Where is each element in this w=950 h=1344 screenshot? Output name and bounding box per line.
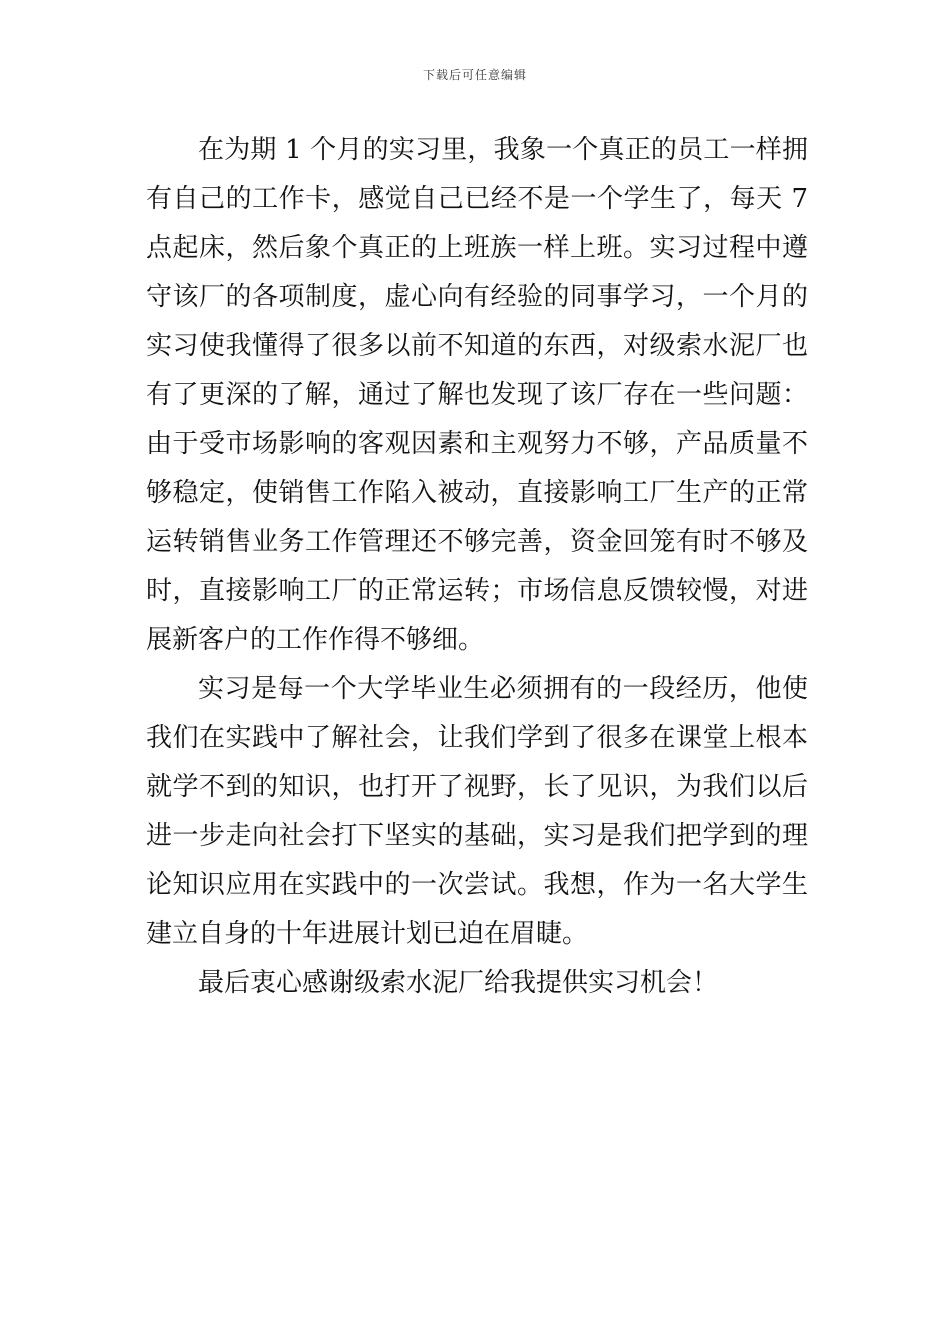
paragraph-3: 最后衷心感谢级索水泥厂给我提供实习机会！ bbox=[198, 968, 719, 998]
document-body bbox=[146, 126, 808, 1008]
page-header: 下载后可任意编辑 bbox=[422, 68, 527, 82]
paragraph-1: 在为期 1 个月的实习里，我象一个真正的员工一样拥有自己的工作卡，感觉自己已经不是一个学生了，每天 7 点起床，然后象个真正的上班族一样上班。实习过程中遵守该厂的各项制度，虚心向有经验的同事学习，一个月的实习使我懂得了很多以前不知道的东西，对级索水泥厂也有了更深的了解，通过了解也发现了该厂存在一些问题：由于受市场影响的客观因素和主观努力不够，产品质量不够稳定，使销售工作陷入被动，直接影响工厂生产的正常运转销售业务工作管理还不够完善，资金回笼有时不够及时，直接影响工厂的正常运转；市场信息反馈较慢，对进展新客户的工作作得不够细。 bbox=[146, 135, 808, 655]
paragraph-2: 实习是每一个大学毕业生必须拥有的一段经历，他使我们在实践中了解社会，让我们学到了很多在课堂上根本就学不到的知识，也打开了视野，长了见识，为我们以后进一步走向社会打下坚实的基础，实习是我们把学到的理论知识应用在实践中的一次尝试。我想，作为一名大学生建立自身的十年进展计划已迫在眉睫。 bbox=[146, 674, 808, 949]
